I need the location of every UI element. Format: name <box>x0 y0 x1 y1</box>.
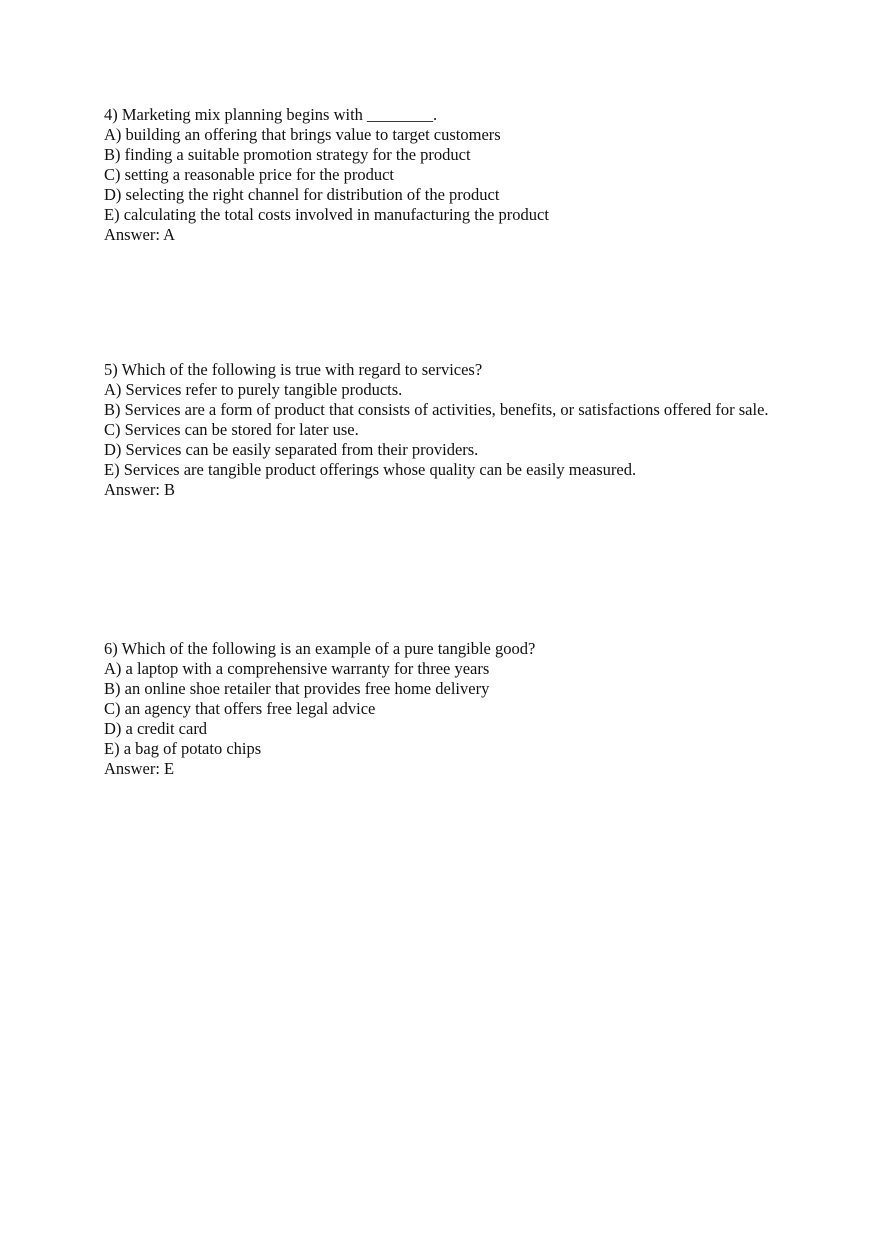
option-d: D) selecting the right channel for distribution of the product <box>104 185 500 204</box>
question-stem: 6) Which of the following is an example of a pure tangible good? <box>104 639 536 658</box>
question-5 <box>104 360 774 500</box>
question-4 <box>104 105 774 245</box>
answer: Answer: B <box>104 480 176 499</box>
option-a: A) building an offering that brings value to target customers <box>104 125 501 144</box>
question-stem: 4) Marketing mix planning begins with ________. <box>104 105 438 124</box>
option-a: A) a laptop with a comprehensive warranty for three years <box>104 659 490 678</box>
option-d: D) a credit card <box>104 719 208 738</box>
option-e: E) calculating the total costs involved in manufacturing the product <box>104 205 549 224</box>
option-b: B) an online shoe retailer that provides free home delivery <box>104 679 490 698</box>
option-e: E) a bag of potato chips <box>104 739 262 758</box>
option-b: B) Services are a form of product that consists of activities, benefits, or satisfactions offered for sale. <box>104 400 769 419</box>
option-e: E) Services are tangible product offerings whose quality can be easily measured. <box>104 460 637 479</box>
answer: Answer: A <box>104 225 176 244</box>
option-d: D) Services can be easily separated from their providers. <box>104 440 479 459</box>
question-stem: 5) Which of the following is true with regard to services? <box>104 360 483 379</box>
option-b: B) finding a suitable promotion strategy for the product <box>104 145 471 164</box>
question-6 <box>104 639 774 779</box>
answer: Answer: E <box>104 759 175 778</box>
option-c: C) Services can be stored for later use. <box>104 420 359 439</box>
option-c: C) setting a reasonable price for the product <box>104 165 395 184</box>
option-c: C) an agency that offers free legal advice <box>104 699 376 718</box>
option-a: A) Services refer to purely tangible products. <box>104 380 403 399</box>
